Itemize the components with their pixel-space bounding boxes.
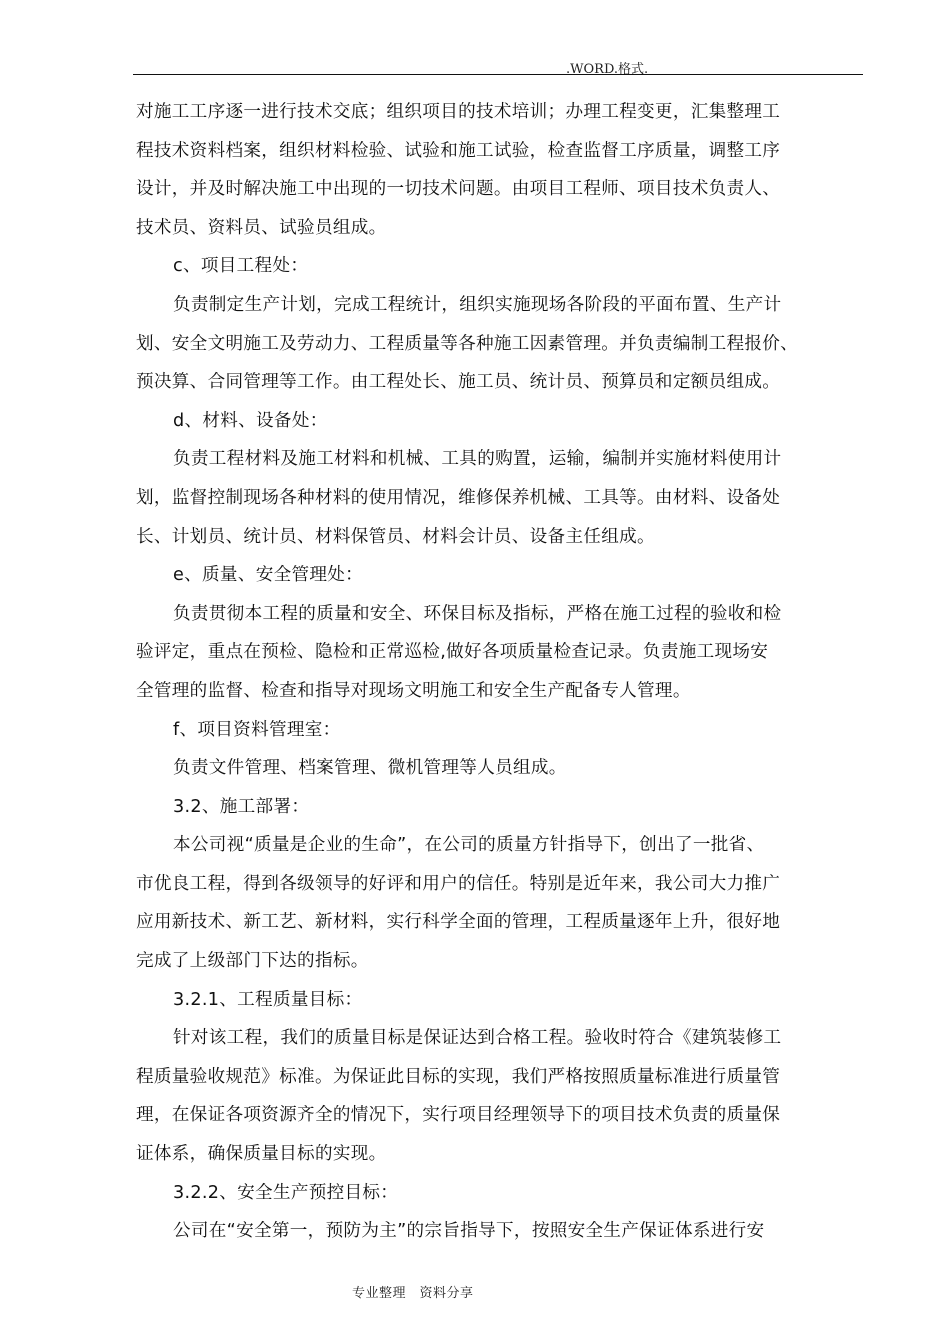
text-line: 公司在“安全第一，预防为主”的宗旨指导下，按照安全生产保证体系进行安 — [173, 1221, 765, 1242]
text-line: 本公司视“质量是企业的生命”，在公司的质量方针指导下，创出了一批省、 — [173, 835, 765, 856]
text-line: 理，在保证各项资源齐全的情况下，实行项目经理领导下的项目技术负责的质量保 — [136, 1105, 781, 1126]
text-line: 证体系，确保质量目标的实现。 — [136, 1144, 387, 1165]
text-line: 划，监督控制现场各种材料的使用情况，维修保养机械、工具等。由材料、设备处 — [136, 487, 781, 508]
page-header: .WORD.格式. — [566, 62, 649, 77]
text-line: 长、计划员、统计员、材料保管员、材料会计员、设备主任组成。 — [136, 526, 655, 547]
text-line: 完成了上级部门下达的指标。 — [136, 951, 369, 972]
text-line: 全管理的监督、检查和指导对现场文明施工和安全生产配备专人管理。 — [136, 680, 691, 701]
text-line: 针对该工程，我们的质量目标是保证达到合格工程。验收时符合《建筑装修工 — [173, 1028, 782, 1049]
text-line: 市优良工程，得到各级领导的好评和用户的信任。特别是近年来，我公司大力推广 — [136, 873, 781, 894]
text-line: d、材料、设备处： — [173, 410, 328, 431]
text-line: c、项目工程处： — [173, 256, 309, 277]
text-line: e、质量、安全管理处： — [173, 565, 364, 586]
text-line: 应用新技术、新工艺、新材料，实行科学全面的管理，工程质量逐年上升，很好地 — [136, 912, 781, 933]
text-line: 程质量验收规范》标准。为保证此目标的实现，我们严格按照质量标准进行质量管 — [136, 1066, 781, 1087]
text-line: 负责工程材料及施工材料和机械、工具的购置，运输，编制并实施材料使用计 — [173, 449, 782, 470]
text-line: 3.2.1、工程质量目标： — [173, 989, 363, 1010]
text-line: 划、安全文明施工及劳动力、工程质量等各种施工因素管理。并负责编制工程报价、 — [136, 333, 799, 354]
header-rule — [133, 74, 863, 75]
document-body — [136, 93, 860, 1251]
text-line: 3.2.2、安全生产预控目标： — [173, 1182, 399, 1203]
page-footer: 专业整理 资料分享 — [352, 1286, 474, 1301]
text-line: 负责制定生产计划，完成工程统计，组织实施现场各阶段的平面布置、生产计 — [173, 294, 782, 315]
text-line: f、项目资料管理室： — [173, 719, 341, 740]
text-line: 技术员、资料员、试验员组成。 — [136, 217, 387, 238]
text-line: 验评定，重点在预检、隐检和正常巡检,做好各项质量检查记录。负责施工现场安 — [136, 642, 769, 663]
text-line: 预决算、合同管理等工作。由工程处长、施工员、统计员、预算员和定额员组成。 — [136, 372, 781, 393]
text-line: 负责文件管理、档案管理、微机管理等人员组成。 — [173, 758, 567, 779]
text-line: 对施工工序逐一进行技术交底；组织项目的技术培训；办理工程变更，汇集整理工 — [136, 102, 781, 122]
text-line: 设计，并及时解决施工中出现的一切技术问题。由项目工程师、项目技术负责人、 — [136, 179, 781, 200]
text-line: 负责贯彻本工程的质量和安全、环保目标及指标，严格在施工过程的验收和检 — [173, 603, 782, 624]
text-line: 程技术资料档案，组织材料检验、试验和施工试验，检查监督工序质量，调整工序 — [136, 140, 781, 161]
text-line: 3.2、施工部署： — [173, 796, 310, 817]
